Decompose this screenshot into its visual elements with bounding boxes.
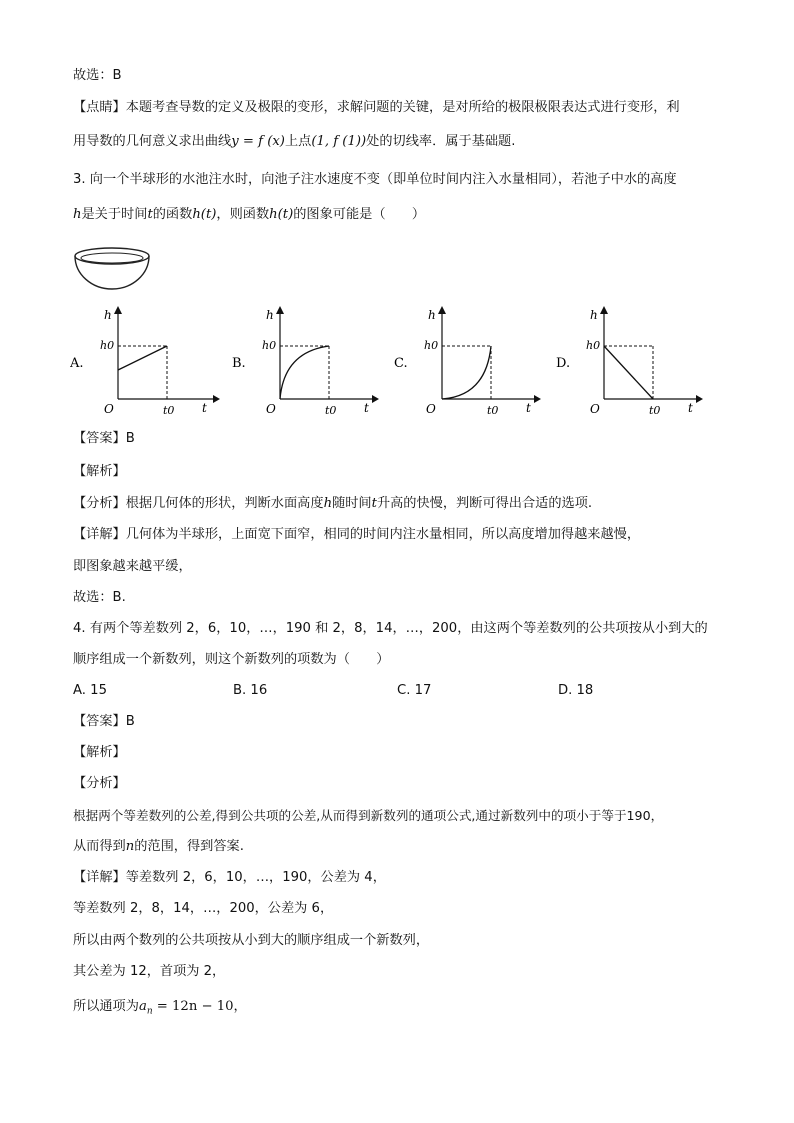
axis-h-label: h bbox=[590, 308, 598, 322]
origin-label: O bbox=[266, 402, 276, 416]
comment-text-2b: 上点 bbox=[284, 134, 312, 149]
axis-h-label: h bbox=[104, 308, 112, 322]
axis-h-label: h bbox=[266, 308, 274, 322]
axis-h-label: h bbox=[428, 308, 436, 322]
origin-label: O bbox=[426, 402, 436, 416]
var-t: t bbox=[371, 496, 377, 511]
hemisphere-bowl-figure bbox=[73, 246, 153, 296]
q4-option-b: B. 16 bbox=[233, 683, 268, 698]
curve-formula: y = f (x) bbox=[231, 134, 285, 149]
formula-sub-n: n bbox=[146, 1006, 153, 1017]
q3-stem-line-2 bbox=[73, 205, 425, 225]
q4-detail-line-1 bbox=[73, 868, 386, 888]
q3-text-c: ，则函数 bbox=[216, 207, 270, 222]
t0-label: t0 bbox=[325, 404, 337, 417]
detail-text-5: 所以通项为 bbox=[73, 999, 139, 1014]
q3-stem-line-1: 3. 向一个半球形的水池注水时，向池子注水速度不变（即单位时间内注入水量相同），若池子中水的高度 bbox=[73, 172, 677, 187]
detail-text-1: 几何体为半球形，上面宽下面窄，相同的时间内注水量相同，所以高度增加得越来越慢， bbox=[125, 527, 641, 542]
option-a-graph bbox=[70, 304, 220, 423]
q4-analysis-line-2 bbox=[73, 837, 244, 857]
option-b-graph bbox=[232, 304, 382, 423]
q4-detail-line-2: 等差数列 2，8，14，…，200，公差为 6， bbox=[73, 901, 334, 916]
t0-label: t0 bbox=[649, 404, 661, 417]
q3-analysis-heading: 【解析】 bbox=[73, 464, 126, 479]
var-h: h bbox=[73, 207, 82, 222]
q3-detail-line-1 bbox=[73, 525, 640, 545]
h0-label: h0 bbox=[262, 339, 277, 352]
q4-detail-line-5 bbox=[73, 997, 247, 1022]
detail-label: 【详解】 bbox=[73, 870, 126, 885]
fn-h-t-2: h(t) bbox=[269, 207, 294, 222]
q3-analysis bbox=[73, 494, 592, 514]
var-h: h bbox=[323, 496, 333, 511]
detail-text-5-end: ， bbox=[233, 999, 247, 1014]
detail-label: 【详解】 bbox=[73, 527, 126, 542]
q3-text-d: 的图象可能是（ ） bbox=[293, 207, 426, 222]
q4-option-a: A. 15 bbox=[73, 683, 107, 698]
q4-stem-line-1: 4. 有两个等差数列 2，6，10，…，190 和 2，8，14，…，200，由这两个等差数列的公共项按从小到大的 bbox=[73, 621, 708, 636]
var-n: n bbox=[125, 839, 135, 854]
q4-detail-line-4: 其公差为 12，首项为 2， bbox=[73, 964, 226, 979]
comment-line-1 bbox=[73, 98, 680, 118]
comment-line-2 bbox=[73, 132, 515, 152]
option-d-graph bbox=[556, 304, 706, 423]
h0-label: h0 bbox=[100, 339, 115, 352]
analysis-text-a: 从而得到 bbox=[73, 839, 126, 854]
analysis-label: 【分析】 bbox=[73, 496, 126, 511]
h0-label: h0 bbox=[586, 339, 601, 352]
q4-stem-line-2: 顺序组成一个新数列，则这个新数列的项数为（ ） bbox=[73, 652, 390, 667]
q3-text-b: 的函数 bbox=[152, 207, 193, 222]
curve-a bbox=[118, 346, 167, 370]
t0-label: t0 bbox=[163, 404, 175, 417]
option-c-graph bbox=[394, 304, 544, 423]
option-label: A. bbox=[70, 356, 84, 371]
detail-text-1: 等差数列 2，6，10，…，190，公差为 4， bbox=[125, 870, 386, 885]
formula-a: a bbox=[138, 999, 147, 1014]
option-label: C. bbox=[394, 356, 408, 371]
q4-analysis-line-1: 根据两个等差数列的公差,得到公共项的公差,从而得到新数列的通项公式,通过新数列中的项小于等于190， bbox=[73, 808, 664, 823]
axis-t-label: t bbox=[526, 401, 531, 415]
curve-b bbox=[280, 346, 329, 399]
q4-option-d: D. 18 bbox=[558, 683, 594, 698]
q3-detail-line-2: 即图象越来越平缓， bbox=[73, 559, 192, 574]
q4-analysis-heading: 【解析】 bbox=[73, 745, 126, 760]
point-formula: (1, f (1)) bbox=[311, 134, 367, 149]
origin-label: O bbox=[104, 402, 114, 416]
origin-label: O bbox=[590, 402, 600, 416]
fn-h-t-1: h(t) bbox=[192, 207, 217, 222]
comment-text-1: 本题考查导数的定义及极限的变形，求解问题的关键，是对所给的极限极限表达式进行变形，利 bbox=[125, 100, 680, 115]
t0-label: t0 bbox=[487, 404, 499, 417]
comment-text-2c: 处的切线率．属于基础题. bbox=[366, 134, 516, 149]
analysis-text-c: 升高的快慢，判断可得出合适的选项. bbox=[376, 496, 593, 511]
comment-text-2a: 用导数的几何意义求出曲线 bbox=[73, 134, 232, 149]
analysis-text-a: 根据几何体的形状，判断水面高度 bbox=[125, 496, 324, 511]
q4-answer: 【答案】B bbox=[73, 714, 135, 729]
axis-t-label: t bbox=[688, 401, 693, 415]
curve-c bbox=[442, 346, 491, 399]
formula-rhs: = 12n − 10 bbox=[152, 999, 234, 1014]
axis-t-label: t bbox=[202, 401, 207, 415]
q3-text-a: 是关于时间 bbox=[81, 207, 148, 222]
axis-t-label: t bbox=[364, 401, 369, 415]
analysis-text-b: 的范围，得到答案. bbox=[134, 839, 244, 854]
q4-detail-line-3: 所以由两个数列的公共项按从小到大的顺序组成一个新数列， bbox=[73, 933, 430, 948]
option-label: B. bbox=[232, 356, 246, 371]
q3-answer: 【答案】B bbox=[73, 431, 135, 446]
q4-analysis-label: 【分析】 bbox=[73, 776, 126, 791]
var-t: t bbox=[147, 207, 153, 222]
q4-option-c: C. 17 bbox=[397, 683, 432, 698]
q3-choice: 故选：B. bbox=[73, 590, 126, 605]
curve-d bbox=[604, 346, 653, 399]
analysis-text-b: 随时间 bbox=[332, 496, 372, 511]
h0-label: h0 bbox=[424, 339, 439, 352]
option-label: D. bbox=[556, 356, 571, 371]
comment-label: 【点睛】 bbox=[73, 100, 126, 115]
answer-choice-q2: 故选：B bbox=[73, 68, 122, 83]
